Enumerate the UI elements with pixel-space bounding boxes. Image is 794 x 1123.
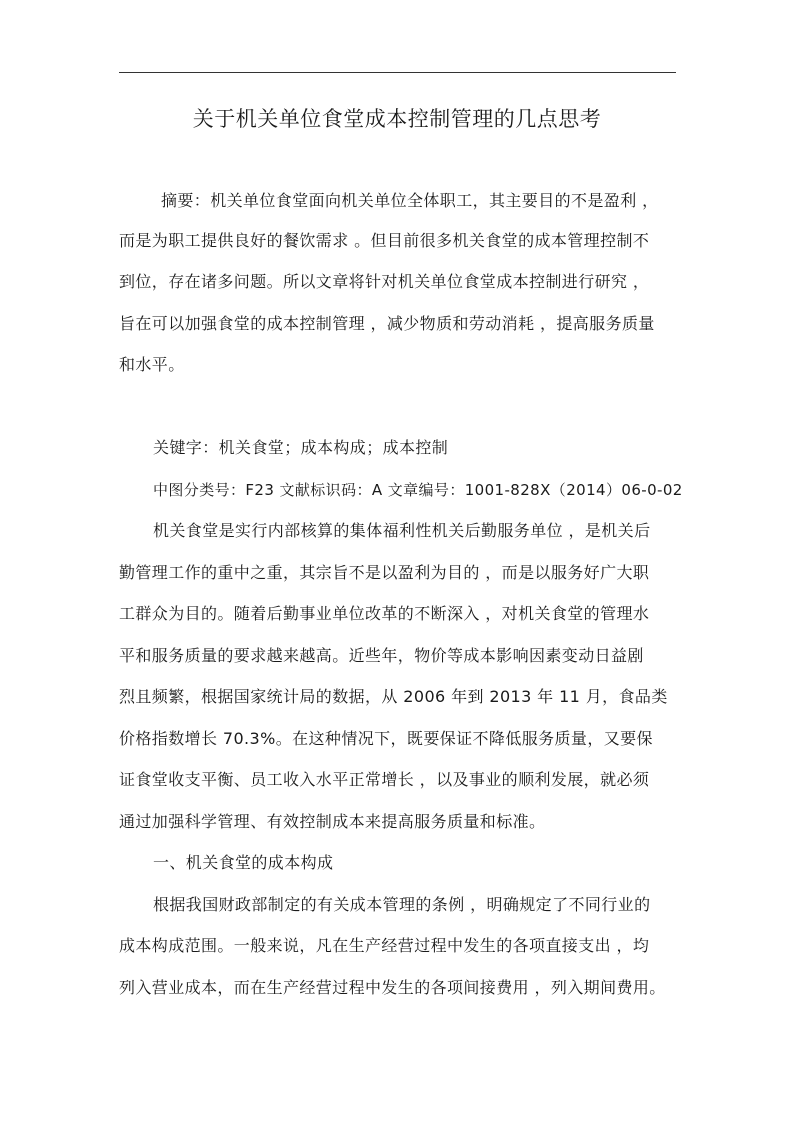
classification-line: 中图分类号：F23 文献标识码：A 文章编号：1001-828X（2014）06-0-02 <box>153 481 683 499</box>
body-line: 价格指数增长 70.3%。在这种情况下，既要保证不降低服务质量，又要保 <box>119 729 653 748</box>
keywords-line: 关键字：机关食堂；成本构成；成本控制 <box>153 438 449 457</box>
header-rule <box>119 72 676 73</box>
abstract-line: 到位，存在诸多问题。所以文章将针对机关单位食堂成本控制进行研究 ， <box>119 272 650 291</box>
abstract-line: 而是为职工提供良好的餐饮需求 。但目前很多机关食堂的成本管理控制不 <box>119 231 650 250</box>
body-line: 工群众为目的。随着后勤事业单位改革的不断深入 ，对机关食堂的管理水 <box>119 604 650 623</box>
body-line: 证食堂收支平衡、员工收入水平正常增长 ，以及事业的顺利发展，就必须 <box>119 770 650 789</box>
body-line: 烈且频繁，根据国家统计局的数据，从 2006 年到 2013 年 11 月，食品类 <box>119 687 668 706</box>
abstract-line: 摘要：机关单位食堂面向机关单位全体职工，其主要目的不是盈利 ， <box>161 191 659 210</box>
section-line: 列入营业成本，而在生产经营过程中发生的各项间接费用 ，列入期间费用。 <box>119 978 666 997</box>
section-line: 成本构成范围。一般来说，凡在生产经营过程中发生的各项直接支出 ，均 <box>119 936 650 955</box>
document-title: 关于机关单位食堂成本控制管理的几点思考 <box>192 107 602 131</box>
section-line: 根据我国财政部制定的有关成本管理的条例 ，明确规定了不同行业的 <box>153 895 651 914</box>
section-heading: 一、机关食堂的成本构成 <box>153 853 334 872</box>
body-line: 机关食堂是实行内部核算的集体福利性机关后勤服务单位 ，是机关后 <box>153 521 651 540</box>
abstract-line: 旨在可以加强食堂的成本控制管理 ，减少物质和劳动消耗 ，提高服务质量 <box>119 314 655 333</box>
body-line: 通过加强科学管理、有效控制成本来提高服务质量和标准。 <box>119 812 546 831</box>
body-line: 平和服务质量的要求越来越高。近些年，物价等成本影响因素变动日益剧 <box>119 646 644 665</box>
body-line: 勤管理工作的重中之重，其宗旨不是以盈利为目的 ，而是以服务好广大职 <box>119 563 650 582</box>
abstract-line: 和水平。 <box>119 355 185 374</box>
